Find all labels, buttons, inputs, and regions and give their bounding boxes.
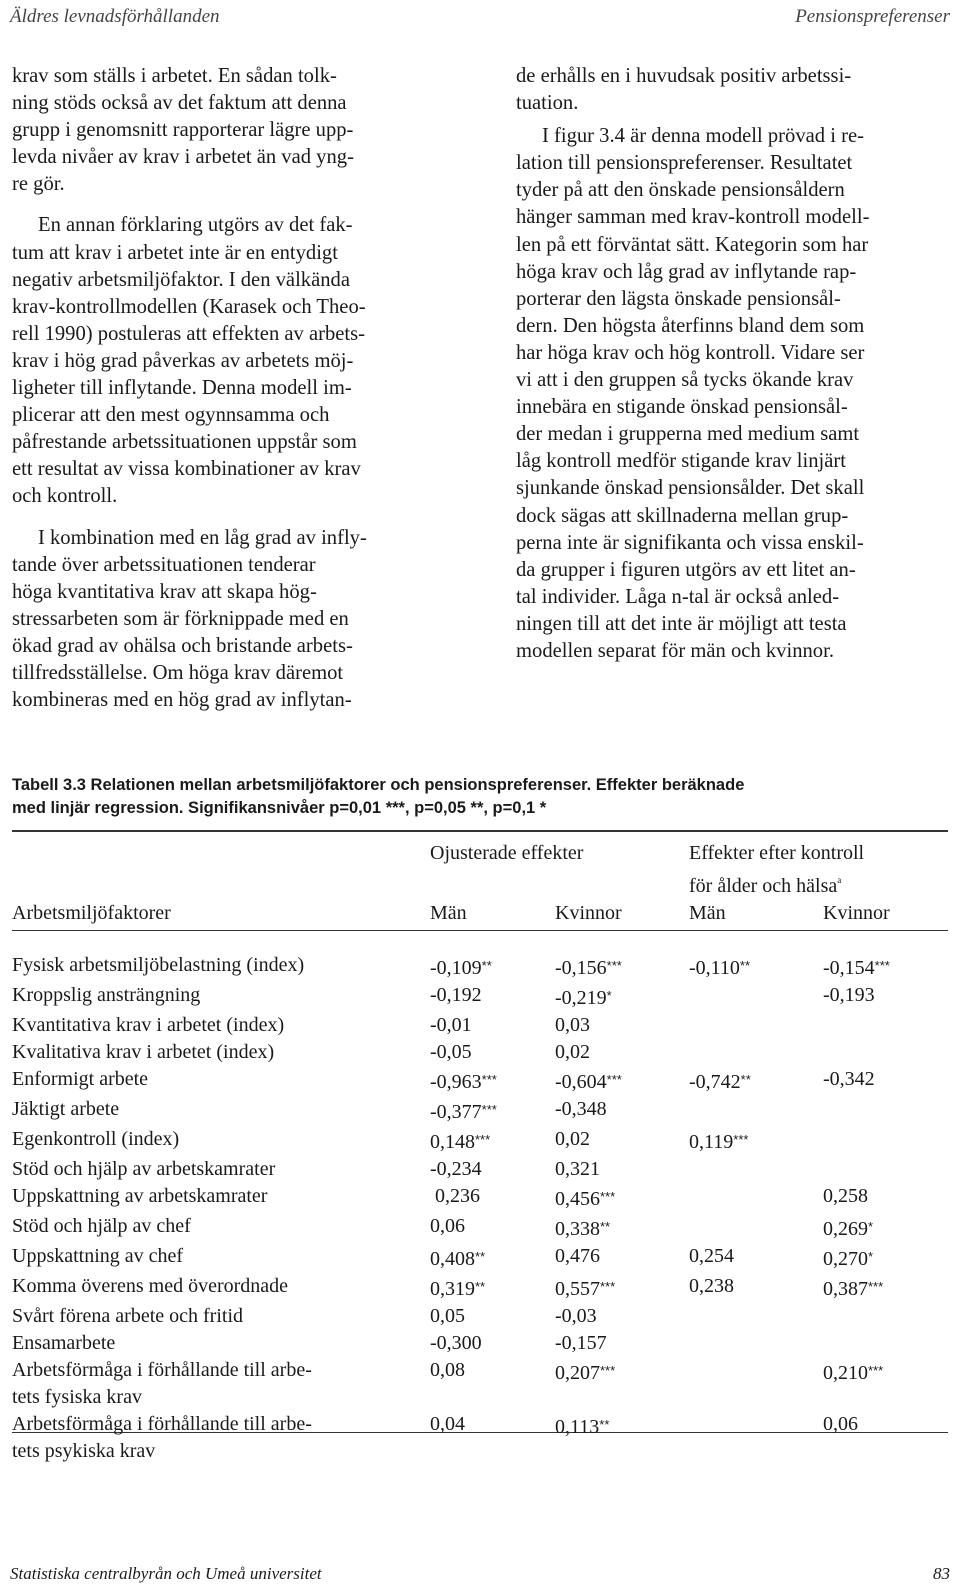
text-line: krav som ställs i arbetet. En sådan tolk- bbox=[12, 65, 337, 87]
coefficient: 0,408 bbox=[430, 1248, 475, 1270]
table-row bbox=[12, 1273, 948, 1303]
text-line: ligheter till inflytande. Denna modell im- bbox=[12, 377, 352, 400]
text-line: hänger samman med krav-kontroll modell- bbox=[516, 206, 870, 229]
paragraph-2 bbox=[12, 212, 442, 510]
table-row bbox=[12, 1213, 948, 1243]
coefficient: 0,02 bbox=[555, 1128, 590, 1150]
value-adj-women bbox=[823, 1411, 948, 1465]
value-men bbox=[430, 1243, 555, 1273]
text-line: låg kontroll medför stigande krav linjärt bbox=[516, 450, 846, 473]
text-line: grupp i genomsnitt rapporterar lägre upp- bbox=[12, 119, 354, 142]
table-row bbox=[12, 1096, 948, 1126]
coefficient: 0,119 bbox=[689, 1131, 734, 1153]
text-line: I figur 3.4 är denna modell prövad i re- bbox=[542, 125, 864, 148]
significance-stars: *** bbox=[600, 1189, 616, 1204]
factor-name bbox=[12, 1156, 430, 1183]
coefficient: -0,05 bbox=[430, 1041, 472, 1063]
value-adj-women bbox=[823, 1213, 948, 1243]
significance-stars: *** bbox=[606, 1072, 622, 1087]
group-adjusted bbox=[689, 840, 948, 867]
text-line: tal individer. Låga n-tal är också anled- bbox=[516, 585, 840, 608]
col-factor: Arbetsmiljöfaktorer bbox=[12, 902, 171, 924]
value-adj-men bbox=[689, 1330, 823, 1357]
factor-name-line: Jäktigt arbete bbox=[12, 1098, 120, 1120]
text-line: modellen separat för män och kvinnor. bbox=[516, 639, 834, 662]
running-header bbox=[10, 6, 950, 30]
factor-name bbox=[12, 1096, 430, 1126]
text-line: lation till pensionspreferenser. Resultatet bbox=[516, 152, 853, 175]
coefficient: -0,03 bbox=[555, 1305, 597, 1327]
value-men bbox=[430, 952, 555, 982]
table-row bbox=[12, 1012, 948, 1039]
footer-publisher: Statistiska centralbyrån och Umeå universitet bbox=[10, 1564, 322, 1583]
coefficient: 0,254 bbox=[689, 1245, 734, 1267]
value-men bbox=[430, 1330, 555, 1357]
table-row bbox=[12, 1126, 948, 1156]
text-line: och kontroll. bbox=[12, 485, 118, 508]
value-adj-men bbox=[689, 982, 823, 1012]
factor-name bbox=[12, 1213, 430, 1243]
factor-name bbox=[12, 1330, 430, 1357]
group-adjusted-line2: för ålder och hälsa bbox=[689, 875, 838, 897]
value-adj-women bbox=[823, 1330, 948, 1357]
value-adj-men bbox=[689, 952, 823, 982]
coefficient: 0,08 bbox=[430, 1359, 465, 1381]
factor-name-line: Stöd och hjälp av arbetskamrater bbox=[12, 1158, 276, 1180]
factor-name-line: Arbetsförmåga i förhållande till arbe- bbox=[12, 1413, 312, 1435]
significance-stars: *** bbox=[600, 1279, 616, 1294]
value-men bbox=[430, 1126, 555, 1156]
value-men bbox=[430, 1357, 555, 1411]
table-row bbox=[12, 952, 948, 982]
value-adj-men bbox=[689, 1096, 823, 1126]
value-men bbox=[430, 1411, 555, 1465]
text-line: tande över arbetssituationen tenderar bbox=[12, 553, 316, 576]
page-number: 83 bbox=[933, 1564, 950, 1583]
coefficient: 0,02 bbox=[555, 1041, 590, 1063]
coefficient: -0,963 bbox=[430, 1071, 482, 1093]
text-line: innebära en stigande önskad pensionsål- bbox=[516, 396, 848, 419]
text-line: dern. Den högsta återfinns bland dem som bbox=[516, 314, 865, 337]
paragraph-3 bbox=[12, 525, 442, 715]
table-column-header bbox=[12, 900, 948, 927]
value-adj-men bbox=[689, 1066, 823, 1096]
table-top-rule bbox=[12, 830, 948, 832]
text-line: negativ arbetsmiljöfaktor. I den välkända bbox=[12, 268, 350, 291]
value-adj-women bbox=[823, 1357, 948, 1411]
value-women bbox=[555, 1273, 689, 1303]
text-line: En annan förklaring utgörs av det fak- bbox=[38, 214, 353, 237]
factor-name bbox=[12, 1126, 430, 1156]
coefficient: -0,154 bbox=[823, 957, 875, 979]
factor-name bbox=[12, 1243, 430, 1273]
col-adj-women: Kvinnor bbox=[823, 902, 890, 924]
factor-name-line: Kroppslig ansträngning bbox=[12, 984, 201, 1006]
factor-name bbox=[12, 982, 430, 1012]
table-row bbox=[12, 1357, 948, 1411]
value-men bbox=[430, 1273, 555, 1303]
significance-stars: *** bbox=[733, 1132, 749, 1147]
text-line: der medan i grupperna med medium samt bbox=[516, 423, 860, 446]
table-row bbox=[12, 1411, 948, 1465]
value-adj-men bbox=[689, 1273, 823, 1303]
coefficient: 0,456 bbox=[555, 1188, 600, 1210]
coefficient: -0,01 bbox=[430, 1014, 472, 1036]
col-men: Män bbox=[430, 902, 467, 924]
table-row bbox=[12, 1243, 948, 1273]
coefficient: 0,236 bbox=[430, 1185, 480, 1207]
coefficient: -0,300 bbox=[430, 1332, 482, 1354]
value-women bbox=[555, 952, 689, 982]
significance-stars: * bbox=[868, 1249, 874, 1264]
value-women bbox=[555, 1039, 689, 1066]
text-line: vi att i den gruppen så tycks ökande krav bbox=[516, 369, 854, 392]
factor-name bbox=[12, 1273, 430, 1303]
value-adj-men bbox=[689, 1213, 823, 1243]
significance-stars: *** bbox=[868, 1363, 884, 1378]
coefficient: 0,269 bbox=[823, 1218, 868, 1240]
table-row bbox=[12, 1066, 948, 1096]
value-men bbox=[430, 1213, 555, 1243]
value-women bbox=[555, 1243, 689, 1273]
text-line: tyder på att den önskade pensionsåldern bbox=[516, 179, 845, 202]
coefficient: -0,348 bbox=[555, 1098, 607, 1120]
coefficient: 0,05 bbox=[430, 1305, 465, 1327]
coefficient: -0,377 bbox=[430, 1101, 482, 1123]
coefficient: 0,207 bbox=[555, 1362, 600, 1384]
table-caption bbox=[12, 774, 948, 820]
value-adj-women bbox=[823, 1273, 948, 1303]
coefficient: -0,193 bbox=[823, 984, 875, 1006]
coefficient: -0,604 bbox=[555, 1071, 607, 1093]
text-line: tuation. bbox=[516, 92, 579, 115]
text-line: perna inte är signifikanta och vissa enskil- bbox=[516, 531, 864, 554]
factor-name bbox=[12, 952, 430, 982]
value-adj-men bbox=[689, 1156, 823, 1183]
table-row bbox=[12, 1156, 948, 1183]
value-adj-women bbox=[823, 1243, 948, 1273]
coefficient: 0,557 bbox=[555, 1278, 600, 1300]
value-women bbox=[555, 1183, 689, 1213]
value-women bbox=[555, 1357, 689, 1411]
table-row bbox=[12, 1330, 948, 1357]
value-adj-women bbox=[823, 1183, 948, 1213]
paragraph-5 bbox=[516, 123, 950, 665]
significance-stars: *** bbox=[874, 958, 890, 973]
text-line: höga kvantitativa krav att skapa hög- bbox=[12, 580, 317, 603]
value-men bbox=[430, 1039, 555, 1066]
text-line: de erhålls en i huvudsak positiv arbetssi- bbox=[516, 65, 852, 87]
factor-name-line: Arbetsförmåga i förhållande till arbe- bbox=[12, 1359, 312, 1381]
value-women bbox=[555, 1066, 689, 1096]
significance-stars: * bbox=[868, 1219, 874, 1234]
value-adj-women bbox=[823, 1096, 948, 1126]
coefficient: 0,319 bbox=[430, 1278, 475, 1300]
value-women bbox=[555, 1330, 689, 1357]
text-line: dock sägas att skillnaderna mellan grup- bbox=[516, 504, 849, 527]
factor-name-line: Stöd och hjälp av chef bbox=[12, 1215, 191, 1237]
value-adj-women bbox=[823, 952, 948, 982]
value-women bbox=[555, 1411, 689, 1465]
coefficient: 0,338 bbox=[555, 1218, 600, 1240]
significance-stars: ** bbox=[739, 958, 751, 973]
factor-name-line: Uppskattning av arbetskamrater bbox=[12, 1185, 268, 1207]
value-adj-women bbox=[823, 1126, 948, 1156]
table-row bbox=[12, 1303, 948, 1330]
text-line: ning stöds också av det faktum att denna bbox=[12, 92, 347, 115]
significance-stars: ** bbox=[475, 1279, 486, 1294]
coefficient: -0,342 bbox=[823, 1068, 875, 1090]
value-men bbox=[430, 1096, 555, 1126]
text-line: tum att krav i arbetet inte är en entydigt bbox=[12, 241, 338, 264]
coefficient: 0,04 bbox=[430, 1413, 465, 1435]
value-men bbox=[430, 1303, 555, 1330]
coefficient: -0,157 bbox=[555, 1332, 607, 1354]
regression-table bbox=[12, 840, 948, 1465]
coefficient: 0,148 bbox=[430, 1131, 475, 1153]
text-line: krav-kontrollmodellen (Karasek och Theo- bbox=[12, 295, 366, 318]
value-adj-men bbox=[689, 1303, 823, 1330]
coefficient: -0,742 bbox=[689, 1071, 741, 1093]
factor-name-line: Kvantitativa krav i arbetet (index) bbox=[12, 1014, 285, 1036]
header-right: Pensionspreferenser bbox=[795, 6, 950, 27]
value-adj-women bbox=[823, 1039, 948, 1066]
value-women bbox=[555, 1303, 689, 1330]
coefficient: -0,192 bbox=[430, 984, 482, 1006]
group-unadjusted: Ojusterade effekter bbox=[430, 842, 584, 864]
coefficient: -0,234 bbox=[430, 1158, 482, 1180]
col-adj-men: Män bbox=[689, 902, 726, 924]
coefficient: 0,258 bbox=[823, 1185, 868, 1207]
coefficient: -0,156 bbox=[555, 957, 607, 979]
factor-name bbox=[12, 1411, 430, 1465]
value-women bbox=[555, 1012, 689, 1039]
value-women bbox=[555, 1096, 689, 1126]
coefficient: 0,270 bbox=[823, 1248, 868, 1270]
factor-name-line: Fysisk arbetsmiljöbelastning (index) bbox=[12, 954, 305, 976]
text-line: stressarbeten som är förknippade med en bbox=[12, 607, 349, 630]
caption-line: Tabell 3.3 Relationen mellan arbetsmiljöfaktorer och pensionspreferenser. Effekter beräknade bbox=[12, 776, 745, 794]
text-line: ökad grad av ohälsa och bristande arbets- bbox=[12, 634, 353, 657]
group-adjusted-line2-cell bbox=[689, 867, 948, 900]
caption-line: med linjär regression. Signifikansnivåer p=0,01 ***, p=0,05 **, p=0,1 * bbox=[12, 799, 547, 817]
text-line: plicerar att den mest ogynnsamma och bbox=[12, 404, 330, 427]
coefficient: 0,210 bbox=[823, 1362, 868, 1384]
significance-stars: ** bbox=[600, 1219, 611, 1234]
value-adj-women bbox=[823, 1303, 948, 1330]
value-adj-men bbox=[689, 1411, 823, 1465]
significance-stars: *** bbox=[481, 1102, 497, 1117]
coefficient: -0,219 bbox=[555, 987, 607, 1009]
footnote-marker: a bbox=[837, 875, 842, 885]
text-line: I kombination med en låg grad av infly- bbox=[38, 526, 367, 549]
text-line: ett resultat av vissa kombinationer av krav bbox=[12, 458, 361, 481]
text-line: påfrestande arbetssituationen uppstår som bbox=[12, 431, 357, 454]
paragraph-1 bbox=[12, 63, 442, 198]
coefficient: 0,321 bbox=[555, 1158, 600, 1180]
factor-name bbox=[12, 1066, 430, 1096]
coefficient: -0,110 bbox=[689, 957, 740, 979]
value-adj-women bbox=[823, 982, 948, 1012]
factor-name-line: tets fysiska krav bbox=[12, 1386, 142, 1408]
coefficient: 0,06 bbox=[430, 1215, 465, 1237]
coefficient: 0,03 bbox=[555, 1014, 590, 1036]
table-row bbox=[12, 1183, 948, 1213]
text-line: levda nivåer av krav i arbetet än vad yng- bbox=[12, 146, 354, 169]
value-men bbox=[430, 1066, 555, 1096]
table-group-header bbox=[12, 840, 948, 867]
text-line: len på ett förväntat sätt. Kategorin som har bbox=[516, 233, 869, 256]
significance-stars: ** bbox=[740, 1072, 751, 1087]
factor-name-line: Ensamarbete bbox=[12, 1332, 116, 1354]
factor-name bbox=[12, 1039, 430, 1066]
value-men bbox=[430, 1183, 555, 1213]
text-line: re gör. bbox=[12, 173, 65, 196]
value-adj-men bbox=[689, 1039, 823, 1066]
significance-stars: ** bbox=[475, 1249, 486, 1264]
coefficient: 0,113 bbox=[555, 1416, 600, 1438]
right-text-column bbox=[516, 63, 950, 665]
col-women: Kvinnor bbox=[555, 902, 622, 924]
value-adj-men bbox=[689, 1012, 823, 1039]
factor-name-line: Enformigt arbete bbox=[12, 1068, 149, 1090]
factor-name bbox=[12, 1012, 430, 1039]
text-line: höga krav och låg grad av inflytande rap- bbox=[516, 260, 857, 283]
value-men bbox=[430, 982, 555, 1012]
factor-name bbox=[12, 1303, 430, 1330]
value-adj-men bbox=[689, 1357, 823, 1411]
table-row bbox=[12, 1039, 948, 1066]
text-line: ningen till att det inte är möjligt att testa bbox=[516, 612, 847, 635]
text-line: tillfredsställelse. Om höga krav däremot bbox=[12, 661, 344, 684]
header-left: Äldres levnadsförhållanden bbox=[10, 6, 220, 27]
text-line: har höga krav och hög kontroll. Vidare ser bbox=[516, 341, 865, 364]
coefficient: 0,238 bbox=[689, 1275, 734, 1297]
factor-name-line: Komma överens med överordnade bbox=[12, 1275, 289, 1297]
value-men bbox=[430, 1156, 555, 1183]
left-text-column bbox=[12, 63, 442, 714]
group-adjusted-line1: Effekter efter kontroll bbox=[689, 842, 865, 864]
value-adj-men bbox=[689, 1126, 823, 1156]
text-line: sjunkande önskad pensionsålder. Det skall bbox=[516, 477, 865, 500]
text-line: krav i hög grad påverkas av arbetets möj- bbox=[12, 349, 354, 372]
factor-name-line: Egenkontroll (index) bbox=[12, 1128, 180, 1150]
factor-name-line: Svårt förena arbete och fritid bbox=[12, 1305, 244, 1327]
significance-stars: * bbox=[606, 988, 612, 1003]
text-line: da grupper i figuren utgörs av ett litet an- bbox=[516, 558, 856, 581]
value-adj-women bbox=[823, 1066, 948, 1096]
significance-stars: *** bbox=[481, 1072, 497, 1087]
significance-stars: *** bbox=[606, 958, 622, 973]
text-line: porterar den lägsta önskade pensionsål- bbox=[516, 287, 841, 310]
significance-stars: *** bbox=[475, 1132, 491, 1147]
significance-stars: ** bbox=[599, 1417, 610, 1432]
value-women bbox=[555, 1213, 689, 1243]
significance-stars: *** bbox=[868, 1279, 884, 1294]
text-line: kombineras med en hög grad av inflytan- bbox=[12, 689, 352, 712]
value-adj-men bbox=[689, 1243, 823, 1273]
factor-name bbox=[12, 1183, 430, 1213]
factor-name-line: Uppskattning av chef bbox=[12, 1245, 184, 1267]
table-row bbox=[12, 982, 948, 1012]
value-men bbox=[430, 1012, 555, 1039]
value-adj-women bbox=[823, 1156, 948, 1183]
paragraph-4 bbox=[516, 63, 950, 117]
value-women bbox=[555, 1156, 689, 1183]
value-adj-women bbox=[823, 1012, 948, 1039]
factor-name-line: Kvalitativa krav i arbetet (index) bbox=[12, 1041, 275, 1063]
text-line: rell 1990) postuleras att effekten av arbets- bbox=[12, 322, 366, 345]
factor-name bbox=[12, 1357, 430, 1411]
table-group-header-2 bbox=[12, 867, 948, 900]
value-adj-men bbox=[689, 1183, 823, 1213]
value-women bbox=[555, 982, 689, 1012]
coefficient: 0,476 bbox=[555, 1245, 600, 1267]
value-women bbox=[555, 1126, 689, 1156]
coefficient: 0,387 bbox=[823, 1278, 868, 1300]
coefficient: 0,06 bbox=[823, 1413, 858, 1435]
significance-stars: *** bbox=[600, 1363, 616, 1378]
coefficient: -0,109 bbox=[430, 957, 482, 979]
significance-stars: ** bbox=[481, 958, 492, 973]
factor-name-line: tets psykiska krav bbox=[12, 1440, 156, 1462]
